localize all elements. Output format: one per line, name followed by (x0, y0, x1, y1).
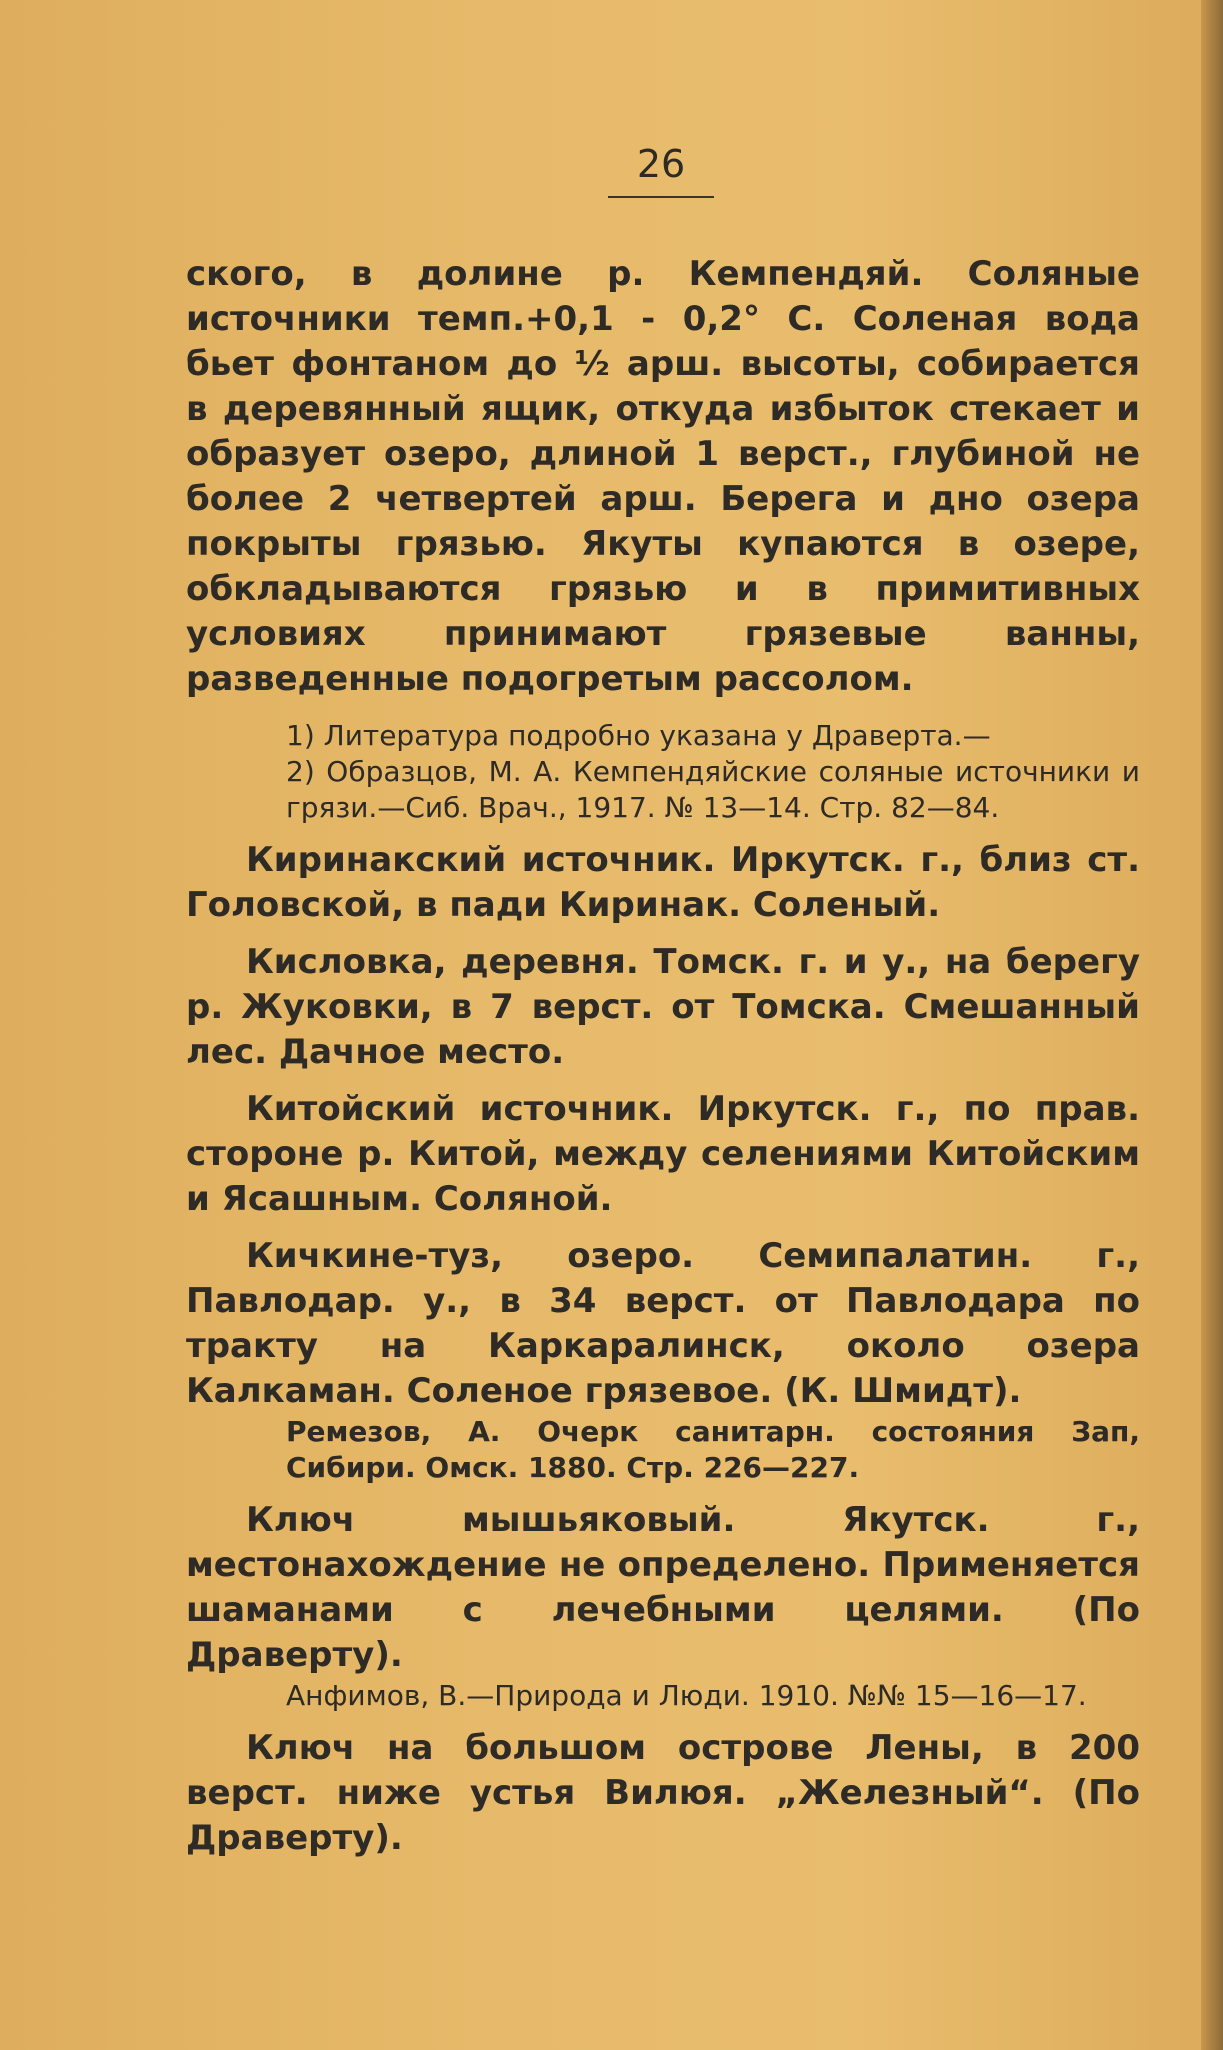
entry-kirinak (186, 838, 1140, 928)
entry-klyuch-lena-name: Ключ (246, 1728, 356, 1768)
entry-kislovka-text: , деревня. Томск. г. и у., на берегу р. Жуковки, в 7 верст. от Томска. Смешанный лес. Дачное место. (186, 942, 1140, 1072)
entry-kitoy-text: источник. Иркутск. г., по прав. стороне р. Китой, между селениями Китойским и Ясашным. Соляной. (186, 1089, 1140, 1219)
entry-kichkine-tuz-text: , озеро. Семипалатин. г., Павлодар. у., в 34 верст. от Павлодара по тракту на Каркаралинск, около озера Калкаман. Соленое грязевое. (К. Шмидт). (186, 1236, 1140, 1411)
entry-kirinak-text: источник. Иркутск. г., близ ст. Головской, в пади Киринак. Соленый. (186, 840, 1140, 925)
entry-kichkine-tuz (186, 1234, 1140, 1414)
entry-klyuch-lena-text: на большом острове Лены, в 200 верст. ниже устья Вилюя. „Железный“. (По Драверту). (186, 1728, 1140, 1858)
entry-kislovka (186, 940, 1140, 1075)
entry-klyuch-arsenic-name: Ключ (246, 1500, 356, 1540)
entry-kichkine-tuz-reference: Ремезов, А. Очерк санитарн. состояния Зап, Сибири. Омск. 1880. Стр. 226—227. (286, 1415, 1140, 1484)
page-spine-edge (1201, 0, 1223, 2050)
page-content (186, 252, 1140, 1861)
page-number: 26 (636, 142, 686, 186)
entry-klyuch-arsenic-reference: Анфимов, В.—Природа и Люди. 1910. №№ 15—16—17. (286, 1679, 1087, 1712)
entry-kichkine-tuz-name: Кичкине-туз (246, 1236, 491, 1276)
entry-kislovka-name: Кисловка (246, 942, 434, 982)
entry-kitoy (186, 1087, 1140, 1222)
entry-kirinak-name: Киринакский (246, 840, 507, 880)
page-number-rule (608, 196, 714, 198)
intro-paragraph: ского, в долине р. Кемпендяй. Соляные источники темп.+0,1 - 0,2° С. Соленая вода бьет фонтаном до ½ арш. высоты, собирается в деревянный ящик, откуда избыток стекает и образует озеро, длиной 1 верст., глубиной не более 2 четвертей арш. Берега и дно озера покрыты грязью. Якуты купаются в озере, обкладываются грязью и в примитивных условиях принимают грязевые ванны, разведенные подогретым рассолом. (186, 254, 1140, 699)
entry-klyuch-arsenic-text: мышьяковый. Якутск. г., местонахождение не определено. Применяется шаманами с лечебными целями. (По Драверту). (186, 1500, 1140, 1675)
entry-klyuch-lena (186, 1726, 1140, 1861)
footnote-1: 1) Литература подробно указана у Драверта.— (286, 719, 991, 752)
entry-klyuch-arsenic (186, 1498, 1140, 1678)
footnote-2: 2) Образцов, М. А. Кемпендяйские соляные источники и грязи.—Сиб. Врач., 1917. № 13—14. Стр. 82—84. (286, 755, 1140, 824)
entry-kitoy-name: Китойский (246, 1089, 456, 1129)
